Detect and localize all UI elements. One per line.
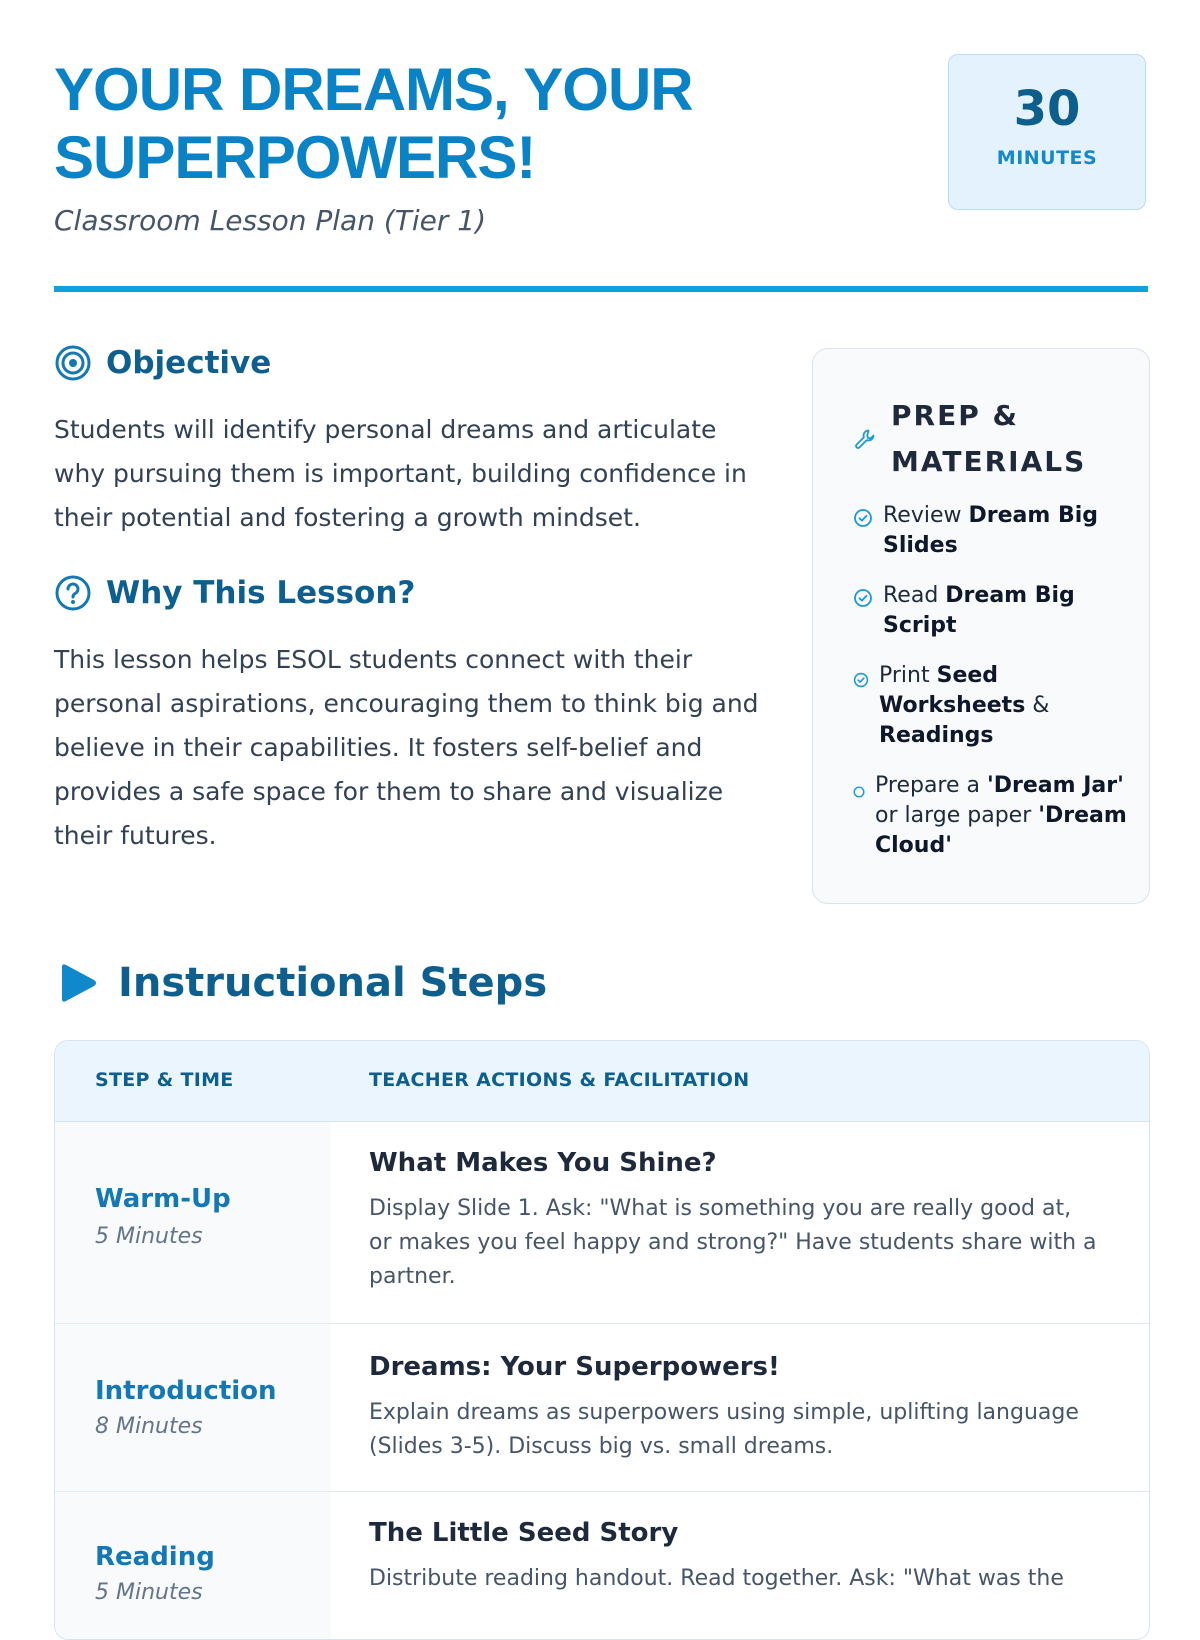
list-item [853,581,1133,641]
step-cell [55,1324,331,1491]
list-item [853,661,1133,751]
duration-value: 30 [1013,81,1081,137]
list-item [853,501,1133,561]
prep-title: PREP & MATERIALS [891,399,1087,478]
prep-materials-card [812,348,1150,904]
prep-list [853,501,1133,881]
table-header [55,1041,1149,1122]
duration-badge [948,54,1146,210]
action-description: Explain dreams as superpowers using simple, uplifting language (Slides 3-5). Discuss big vs. small dreams. [369,1400,1079,1459]
action-description: Distribute reading handout. Read together. Ask: "What was the [369,1566,1064,1591]
action-description: Display Slide 1. Ask: "What is something you are really good at, or makes you feel happy and strong?" Have students share with a partner. [369,1196,1097,1289]
check-circle-icon [853,777,865,807]
table-row [55,1324,1149,1492]
action-title: Dreams: Your Superpowers! [369,1352,780,1382]
page-subtitle: Classroom Lesson Plan (Tier 1) [54,204,487,237]
step-cell [55,1492,331,1640]
why-text: This lesson helps ESOL students connect with their personal aspirations, encouraging them to think big and believe in their capabilities. It fosters self-belief and provides a safe space for them to share and visualize their futures. [54,645,759,850]
steps-table [54,1040,1150,1640]
objective-text: Students will identify personal dreams and articulate why pursuing them is important, building confidence in their potential and fostering a growth mindset. [54,415,747,532]
step-time: 5 Minutes [95,1224,203,1249]
prep-item-text: Print Seed Worksheets & Readings [879,663,1050,748]
objective-title: Objective [106,345,272,381]
check-circle-icon [853,667,869,697]
why-title: Why This Lesson? [106,575,416,611]
step-time: 8 Minutes [95,1414,203,1439]
objective-heading [54,344,271,382]
check-circle-icon [853,507,873,537]
prep-heading [853,393,1101,485]
prep-item-text: Review Dream Big Slides [883,503,1099,558]
column-header-step: STEP & TIME [95,1069,234,1091]
target-icon [54,344,92,382]
steps-heading [58,960,547,1006]
play-icon [58,961,98,1005]
action-title: The Little Seed Story [369,1518,679,1548]
duration-unit: MINUTES [996,147,1098,169]
prep-item-text: Prepare a 'Dream Jar' or large paper 'Dream Cloud' [875,773,1127,858]
step-cell [55,1122,331,1323]
check-circle-icon [853,587,873,617]
why-heading [54,574,415,612]
step-name: Introduction [95,1376,277,1406]
table-row [55,1122,1149,1324]
steps-title: Instructional Steps [118,960,548,1006]
step-name: Reading [95,1542,215,1572]
header-divider [54,286,1148,292]
page-title: YOUR DREAMS, YOUR SUPERPOWERS! [54,56,693,191]
action-title: What Makes You Shine? [369,1148,717,1178]
step-time: 5 Minutes [95,1580,203,1605]
question-icon [54,574,92,612]
prep-item-text: Read Dream Big Script [883,583,1075,638]
column-header-actions: TEACHER ACTIONS & FACILITATION [369,1069,750,1091]
wrench-icon [853,427,877,451]
list-item [853,771,1133,861]
step-name: Warm-Up [95,1184,231,1214]
table-row [55,1492,1149,1640]
